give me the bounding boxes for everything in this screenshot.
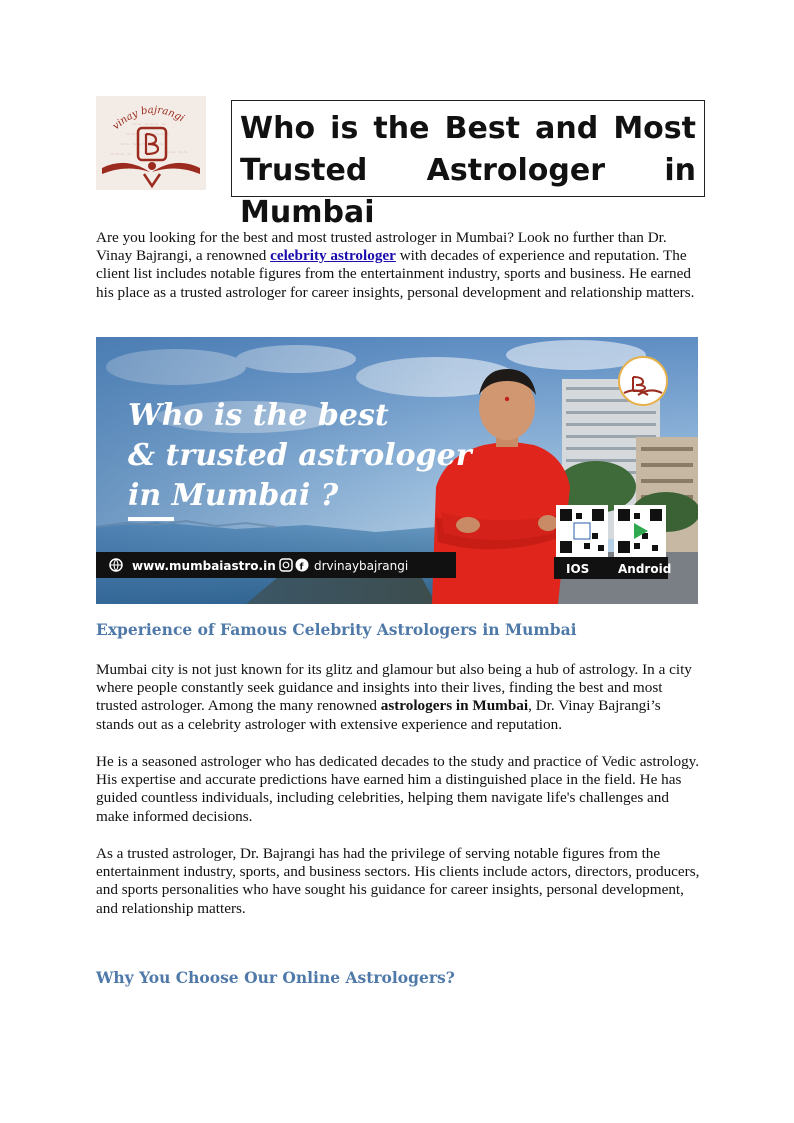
- banner-underline: [128, 517, 174, 521]
- banner-headline-line1: Who is the best: [128, 398, 389, 433]
- android-qr-code: [614, 505, 666, 557]
- intro-text-before-link: Are you looking for the best and most trusted astrologer in Mumbai? Look no further than Dr. Vinay Bajrangi, a renowned: [96, 229, 667, 265]
- section-heading-experience: Experience of Famous Celebrity Astrologers in Mumbai: [96, 620, 577, 639]
- svg-text:f: f: [299, 562, 304, 573]
- title-box: [231, 100, 705, 230]
- section-heading-why-choose: Why You Choose Our Online Astrologers?: [96, 968, 455, 987]
- android-label: Android: [618, 562, 672, 576]
- intro-text-after-link: with decades of experience and reputation. The client list includes notable figures from the entertainment industry, sports and business. He earned his place as a trusted astrologer for career insights, personal development and relationship matters.: [96, 247, 695, 301]
- svg-text:~~ ~~~~ ~~: ~~ ~~~~ ~~: [120, 141, 165, 148]
- page-title: Who is the Best and Most Trusted Astrologer in Mumbai: [240, 111, 696, 230]
- section1-paragraph-1: [96, 661, 700, 734]
- banner-headline-line2: & trusted astrologer: [128, 438, 472, 473]
- svg-text:~~~ ~: ~~~ ~: [110, 151, 133, 158]
- banner-website: www.mumbaiastro.in: [132, 559, 276, 573]
- p1-bold-phrase: astrologers in Mumbai: [380, 697, 529, 715]
- p1-text-after-bold: , Dr. Vinay Bajrangi’s stands out as a celebrity astrologer with extensive experience and reputation.: [96, 697, 661, 733]
- banner-social-handle: drvinaybajrangi: [314, 559, 409, 573]
- banner-image: [96, 337, 698, 604]
- banner-headline-line3: in Mumbai ?: [128, 478, 339, 513]
- section1-paragraph-2: He is a seasoned astrologer who has dedicated decades to the study and practice of Vedic astrology. His expertise and accurate predictions have earned him a distinguished place in the field. He has guided countless individuals, including celebrities, helping them navigate life's challenges and make informed decisions.: [96, 753, 700, 825]
- ios-label: IOS: [566, 562, 590, 576]
- svg-text:~~~ ~~ ~~~: ~~~ ~~ ~~~: [126, 131, 171, 138]
- svg-text:~~ ~~~ ~: ~~ ~~~ ~: [132, 121, 166, 128]
- p1-text-before-bold: Mumbai city is not just known for its glitz and glamour but also being a hub of astrology. In a city where people constantly seek guidance and insights into their lives, finding the best and most trusted astrologer. Among the many renowned: [96, 661, 692, 715]
- intro-paragraph: [96, 229, 700, 302]
- section1-paragraph-3: As a trusted astrologer, Dr. Bajrangi has had the privilege of serving notable figures from the entertainment industry, sports, and business sectors. His clients include actors, directors, producers, and sports personalities who have sought his guidance for career insights, personal development, and relationship matters.: [96, 845, 700, 917]
- brand-logo: [96, 96, 206, 190]
- celebrity-astrologer-link[interactable]: celebrity astrologer: [270, 247, 396, 265]
- svg-text:~~ ~~: ~~ ~~: [166, 149, 189, 156]
- logo-wordmark: vinay bajrangi: [110, 104, 187, 133]
- ios-qr-code: [556, 505, 608, 557]
